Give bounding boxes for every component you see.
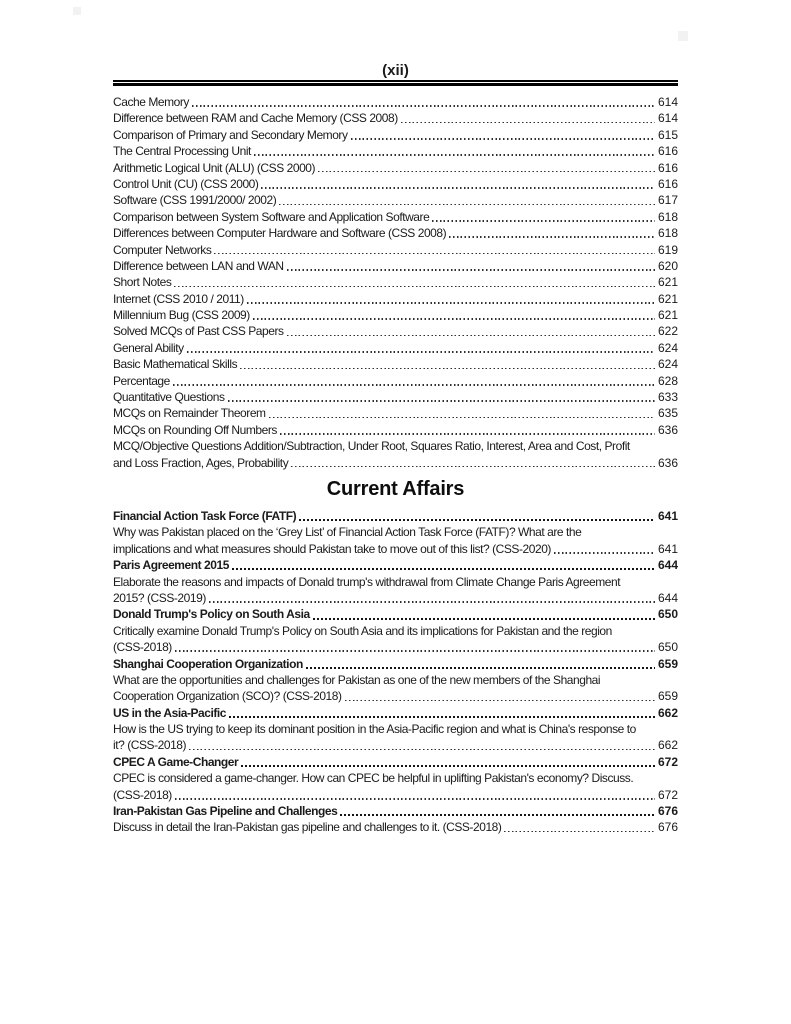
toc-entry-text: Control Unit (CU) (CSS 2000) <box>113 176 259 191</box>
page-number: 624 <box>657 357 678 372</box>
toc-entry-text: Computer Networks <box>113 242 212 257</box>
toc-entry-text: Cooperation Organization (SCO)? (CSS-2018) <box>113 689 342 704</box>
page-number: 636 <box>657 455 678 470</box>
dotted-leader <box>291 466 655 468</box>
page-number: 614 <box>657 111 678 126</box>
dotted-leader <box>175 650 655 652</box>
dotted-leader <box>449 236 655 238</box>
dotted-leader <box>214 253 655 255</box>
page-number: 635 <box>657 406 678 421</box>
page-number: 619 <box>657 242 678 257</box>
toc-entry-line <box>113 373 678 389</box>
toc-entry-line <box>113 656 678 672</box>
dotted-leader <box>173 384 655 386</box>
toc-entry-line <box>113 242 678 258</box>
page-number: 644 <box>657 558 678 573</box>
page-number: 641 <box>657 541 678 556</box>
page-number: 618 <box>657 209 678 224</box>
toc-entry-line <box>113 541 678 557</box>
toc-entry-line <box>113 405 678 421</box>
toc-entry-line <box>113 623 678 639</box>
dotted-leader <box>229 716 655 718</box>
page-number: 621 <box>657 291 678 306</box>
dotted-leader <box>174 286 655 288</box>
toc-entry-line <box>113 606 678 622</box>
page-number: 621 <box>657 275 678 290</box>
toc-list-current-affairs <box>113 508 678 836</box>
toc-entry-text: Critically examine Donald Trump's Policy on South Asia and its implications for Pakistan and the region <box>113 623 612 638</box>
dotted-leader <box>345 700 655 702</box>
toc-entry-line <box>113 307 678 323</box>
toc-entry-text: 2015? (CSS-2019) <box>113 590 206 605</box>
toc-entry-line <box>113 508 678 524</box>
toc-entry-text: Solved MCQs of Past CSS Papers <box>113 324 284 339</box>
page-number: 628 <box>657 373 678 388</box>
page-number: 676 <box>657 820 678 835</box>
page-number: 662 <box>657 738 678 753</box>
toc-entry-line <box>113 389 678 405</box>
page-number: 617 <box>657 193 678 208</box>
toc-entry-text: US in the Asia-Pacific <box>113 705 227 720</box>
toc-entry-line <box>113 291 678 307</box>
page-number: 618 <box>657 226 678 241</box>
dotted-leader <box>432 220 655 222</box>
toc-entry-text: Shanghai Cooperation Organization <box>113 656 303 671</box>
page-number: 644 <box>657 590 678 605</box>
toc-entry-line <box>113 455 678 471</box>
toc-entry-line <box>113 127 678 143</box>
toc-entry-text: Quantitative Questions <box>113 390 225 405</box>
toc-entry-line <box>113 737 678 753</box>
dotted-leader <box>254 154 655 156</box>
toc-entry-line <box>113 160 678 176</box>
toc-entry-text: Comparison of Primary and Secondary Memory <box>113 127 348 142</box>
toc-entry-text: Cache Memory <box>113 95 189 109</box>
dotted-leader <box>401 122 655 124</box>
toc-entry-line <box>113 209 678 225</box>
page-number: 615 <box>657 127 678 142</box>
toc-entry-line <box>113 176 678 192</box>
page-number: 662 <box>657 705 678 720</box>
page-number: 616 <box>657 160 678 175</box>
toc-entry-line <box>113 688 678 704</box>
page-number: 614 <box>657 95 678 109</box>
scan-artifact-mark <box>73 7 81 15</box>
toc-entry-line <box>113 274 678 290</box>
toc-entry-text: Software (CSS 1991/2000/ 2002) <box>113 193 277 208</box>
toc-entry-line <box>113 94 678 110</box>
dotted-leader <box>287 269 655 271</box>
toc-entry-line <box>113 143 678 159</box>
toc-entry-text: Basic Mathematical Skills <box>113 357 238 372</box>
toc-entry-text: Comparison between System Software and Application Software <box>113 209 430 224</box>
toc-entry-line <box>113 192 678 208</box>
toc-entry-text: Millennium Bug (CSS 2009) <box>113 308 250 323</box>
toc-entry-text: (CSS-2018) <box>113 787 172 802</box>
toc-entry-text: Discuss in detail the Iran-Pakistan gas pipeline and challenges to it. (CSS-2018) <box>113 820 502 835</box>
page-number: 636 <box>657 422 678 437</box>
page-number: 633 <box>657 390 678 405</box>
toc-entry-text: Difference between LAN and WAN <box>113 258 284 273</box>
toc-entry-line <box>113 639 678 655</box>
page-number: 621 <box>657 308 678 323</box>
toc-entry-text: General Ability <box>113 340 184 355</box>
page-number: 641 <box>657 508 678 523</box>
toc-entry-text: What are the opportunities and challenges for Pakistan as one of the new members of the Shanghai <box>113 672 601 687</box>
toc-entry-text: MCQs on Rounding Off Numbers <box>113 422 277 437</box>
toc-entry-line <box>113 705 678 721</box>
toc-entry-text: Difference between RAM and Cache Memory (CSS 2008) <box>113 111 398 126</box>
dotted-leader <box>253 318 655 320</box>
section-title-current-affairs: Current Affairs <box>326 477 465 500</box>
dotted-leader <box>187 351 655 353</box>
toc-entry-line <box>113 787 678 803</box>
dotted-leader <box>241 765 655 767</box>
toc-entry-text: MCQs on Remainder Theorem <box>113 406 266 421</box>
toc-entry-text: it? (CSS-2018) <box>113 738 187 753</box>
page-number: 659 <box>657 656 678 671</box>
toc-entry-text: How is the US trying to keep its dominant position in the Asia-Pacific region and what is China's response to <box>113 722 636 737</box>
page-number: 672 <box>657 754 678 769</box>
dotted-leader <box>280 433 655 435</box>
toc-entry-line <box>113 438 678 454</box>
toc-entry-text: Paris Agreement 2015 <box>113 558 229 573</box>
toc-entry-line <box>113 340 678 356</box>
dotted-leader <box>306 667 655 669</box>
dotted-leader <box>247 302 655 304</box>
toc-list-general <box>113 94 678 471</box>
toc-entry-text: The Central Processing Unit <box>113 144 251 159</box>
page-number-header: (xii) <box>382 62 409 79</box>
page-number: 616 <box>657 144 678 159</box>
dotted-leader <box>261 187 655 189</box>
toc-entry-line <box>113 225 678 241</box>
page-number: 616 <box>657 176 678 191</box>
toc-entry-line <box>113 721 678 737</box>
dotted-leader <box>209 601 655 603</box>
toc-entry-text: Iran-Pakistan Gas Pipeline and Challenges <box>113 804 338 819</box>
page-number: 650 <box>657 640 678 655</box>
dotted-leader <box>504 831 655 833</box>
toc-entry-text: (CSS-2018) <box>113 640 172 655</box>
toc-entry-line <box>113 819 678 835</box>
dotted-leader <box>175 798 655 800</box>
toc-entry-text: Percentage <box>113 373 170 388</box>
header-rule-divider <box>113 80 678 86</box>
toc-entry-line <box>113 770 678 786</box>
toc-entry-text: Short Notes <box>113 275 172 290</box>
dotted-leader <box>189 749 655 751</box>
page-number: 620 <box>657 258 678 273</box>
toc-entry-line <box>113 323 678 339</box>
page-number: 622 <box>657 324 678 339</box>
toc-entry-text: CPEC is considered a game-changer. How can CPEC be helpful in uplifting Pakistan's economy? Discuss. <box>113 771 634 786</box>
toc-entry-line <box>113 590 678 606</box>
toc-entry-line <box>113 524 678 540</box>
page-number: 624 <box>657 340 678 355</box>
toc-entry-text: CPEC A Game-Changer <box>113 754 239 769</box>
page-number: 676 <box>657 804 678 819</box>
toc-entry-text: Elaborate the reasons and impacts of Donald trump's withdrawal from Climate Change Paris Agreement <box>113 574 621 589</box>
toc-entry-line <box>113 258 678 274</box>
toc-entry-line <box>113 574 678 590</box>
toc-entry-text: Financial Action Task Force (FATF) <box>113 508 297 523</box>
dotted-leader <box>240 368 655 370</box>
toc-entry-line <box>113 803 678 819</box>
toc-entry-text: Arithmetic Logical Unit (ALU) (CSS 2000) <box>113 160 316 175</box>
page-content <box>113 0 678 836</box>
toc-entry-text: implications and what measures should Pakistan take to move out of this list? (CSS-2020) <box>113 541 551 556</box>
toc-entry-text: and Loss Fraction, Ages, Probability <box>113 455 289 470</box>
toc-entry-text: Donald Trump's Policy on South Asia <box>113 607 310 622</box>
page-number: 672 <box>657 787 678 802</box>
toc-entry-text: Internet (CSS 2010 / 2011) <box>113 291 244 306</box>
toc-entry-line <box>113 110 678 126</box>
page-number: 659 <box>657 689 678 704</box>
dotted-leader <box>313 618 655 620</box>
scan-artifact-mark <box>678 31 688 41</box>
dotted-leader <box>340 814 655 816</box>
dotted-leader <box>228 400 655 402</box>
toc-entry-text: MCQ/Objective Questions Addition/Subtraction, Under Root, Squares Ratio, Interest, Area and Cost, Profit <box>113 439 630 454</box>
toc-entry-text: Why was Pakistan placed on the ‘Grey List’ of Financial Action Task Force (FATF)? What are the <box>113 525 582 540</box>
dotted-leader <box>279 204 655 206</box>
toc-entry-line <box>113 356 678 372</box>
toc-entry-text: Differences between Computer Hardware and Software (CSS 2008) <box>113 226 447 241</box>
dotted-leader <box>269 417 655 419</box>
dotted-leader <box>554 552 655 554</box>
dotted-leader <box>192 105 655 107</box>
dotted-leader <box>318 171 655 173</box>
toc-entry-line <box>113 754 678 770</box>
dotted-leader <box>287 335 655 337</box>
dotted-leader <box>232 568 655 570</box>
toc-entry-line <box>113 557 678 573</box>
toc-entry-line <box>113 672 678 688</box>
page-number: 650 <box>657 607 678 622</box>
dotted-leader <box>299 519 655 521</box>
toc-entry-line <box>113 422 678 438</box>
dotted-leader <box>351 138 655 140</box>
